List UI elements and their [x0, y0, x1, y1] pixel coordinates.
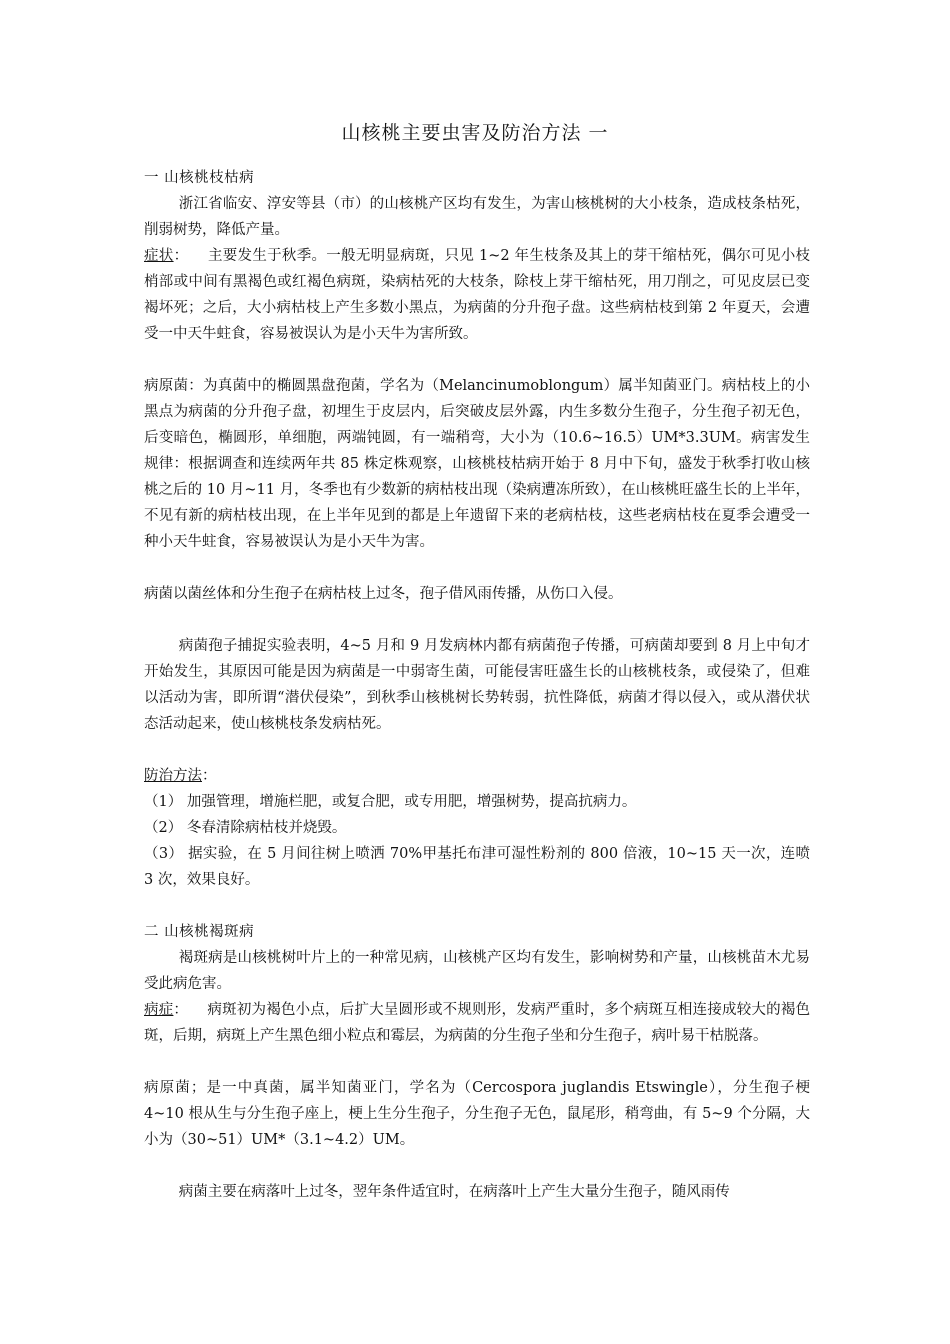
- symptom-colon-2: ：: [173, 1002, 189, 1018]
- section-1-pathogen: 病原菌：为真菌中的椭圆黑盘孢菌，学名为（Melancinumoblongum）属半知菌亚门。病枯枝上的小黑点为病菌的分升孢子盘，初埋生于皮层内，后突破皮层外露，内生多数分生孢子，分生孢子初无色，后变暗色，椭圆形，单细胞，两端钝圆，有一端稍弯，大小为（10.6~16.5）UM*3.3UM。病害发生规律：根据调查和连续两年共 85 株定株观察，山核桃枝枯病开始于 8 月中下旬，盛发于秋季打收山核桃之后的 10 月~11 月，冬季也有少数新的病枯枝出现（染病遭冻所致），在山核桃旺盛生长的上半年，不见有新的病枯枝出现，在上半年见到的都是上年遗留下来的老病枯枝，这些老病枯枝在夏季会遭受一种小天牛蛀食，容易被误认为是小天牛为害。: [144, 378, 810, 550]
- section-2-pathogen: 病原菌；是一中真菌，属半知菌亚门，学名为（Cercospora juglandis Etswingle），分生孢子梗 4~10 根从生与分生孢子座上，梗上生分生孢子，分生孢子无色，鼠尾形，稍弯曲，有 5~9 个分隔，大小为（30~51）UM*（3.1~4.2）UM。: [144, 1080, 810, 1148]
- symptom-text: 主要发生于秋季。一般无明显病斑，只见 1~2 年生枝条及其上的芽干缩枯死，偶尔可见小枝梢部或中间有黑褐色或红褐色病斑，染病枯死的大枝条，除枝上芽干缩枯死，用刀削之，可见皮层已变褐坏死；之后，大小病枯枝上产生多数小黑点，为病菌的分升孢子盘。这些病枯枝到第 2 年夏天，会遭受一中天牛蛀食，容易被误认为是小天牛为害所致。: [144, 248, 811, 342]
- document-title: 山核桃主要虫害及防治方法 一: [341, 122, 609, 144]
- section-1-overwinter: 病菌以菌丝体和分生孢子在病枯枝上过冬，孢子借风雨传播，从伤口入侵。: [144, 586, 623, 602]
- section-1-spore-trap: 病菌孢子捕捉实验表明，4~5 月和 9 月发病林内都有病菌孢子传播，可病菌却要到 8 月上中旬才开始发生，其原因可能是因为病菌是一中弱寄生菌，可能侵害旺盛生长的山核桃枝条，或侵染了，但难以活动为害，即所谓“潜伏侵染”，到秋季山核桃树长势转弱，抗性降低，病菌才得以侵入，或从潜伏状态活动起来，使山核桃枝条发病枯死。: [144, 638, 810, 732]
- section-1-heading: 一 山核桃枝枯病: [144, 170, 255, 186]
- symptom-label-2: 病症: [144, 1002, 174, 1018]
- document-body: [144, 165, 810, 1205]
- section-1-symptoms: [144, 243, 810, 347]
- control-colon: ：: [202, 768, 217, 784]
- spacer: [144, 607, 810, 633]
- control-item-1: （1） 加强管理，增施栏肥，或复合肥，或专用肥，增强树势，提高抗病力。: [144, 794, 637, 810]
- control-item-2: （2） 冬春清除病枯枝并烧毁。: [144, 820, 347, 836]
- section-1-intro: 浙江省临安、淳安等县（市）的山核桃产区均有发生，为害山核桃树的大小枝条，造成枝条枯死，削弱树势，降低产量。: [144, 196, 810, 238]
- symptom-label: 症状: [144, 248, 174, 264]
- spacer: [144, 737, 810, 763]
- section-2-overwinter: 病菌主要在病落叶上过冬，翌年条件适宜时，在病落叶上产生大量分生孢子，随风雨传: [178, 1184, 730, 1200]
- section-1-control-heading: [144, 763, 810, 789]
- symptom-text-2: 病斑初为褐色小点，后扩大呈圆形或不规则形，发病严重时，多个病斑互相连接成较大的褐色斑，后期，病斑上产生黑色细小粒点和霉层，为病菌的分生孢子坐和分生孢子，病叶易干枯脱落。: [144, 1002, 811, 1044]
- spacer: [144, 555, 810, 581]
- spacer: [144, 1153, 810, 1179]
- section-2-heading: 二 山核桃褐斑病: [144, 924, 255, 940]
- symptom-colon: ：: [173, 248, 189, 264]
- spacer: [144, 347, 810, 373]
- section-2-symptoms: [144, 997, 810, 1049]
- section-2-intro: 褐斑病是山核桃树叶片上的一种常见病，山核桃产区均有发生，影响树势和产量，山核桃苗木尤易受此病危害。: [144, 950, 810, 992]
- control-label: 防治方法: [144, 768, 202, 784]
- control-item-3: （3） 据实验，在 5 月间往树上喷洒 70%甲基托布津可湿性粉剂的 800 倍液，10~15 天一次，连喷 3 次，效果良好。: [144, 846, 810, 888]
- spacer: [144, 893, 810, 919]
- spacer: [144, 1049, 810, 1075]
